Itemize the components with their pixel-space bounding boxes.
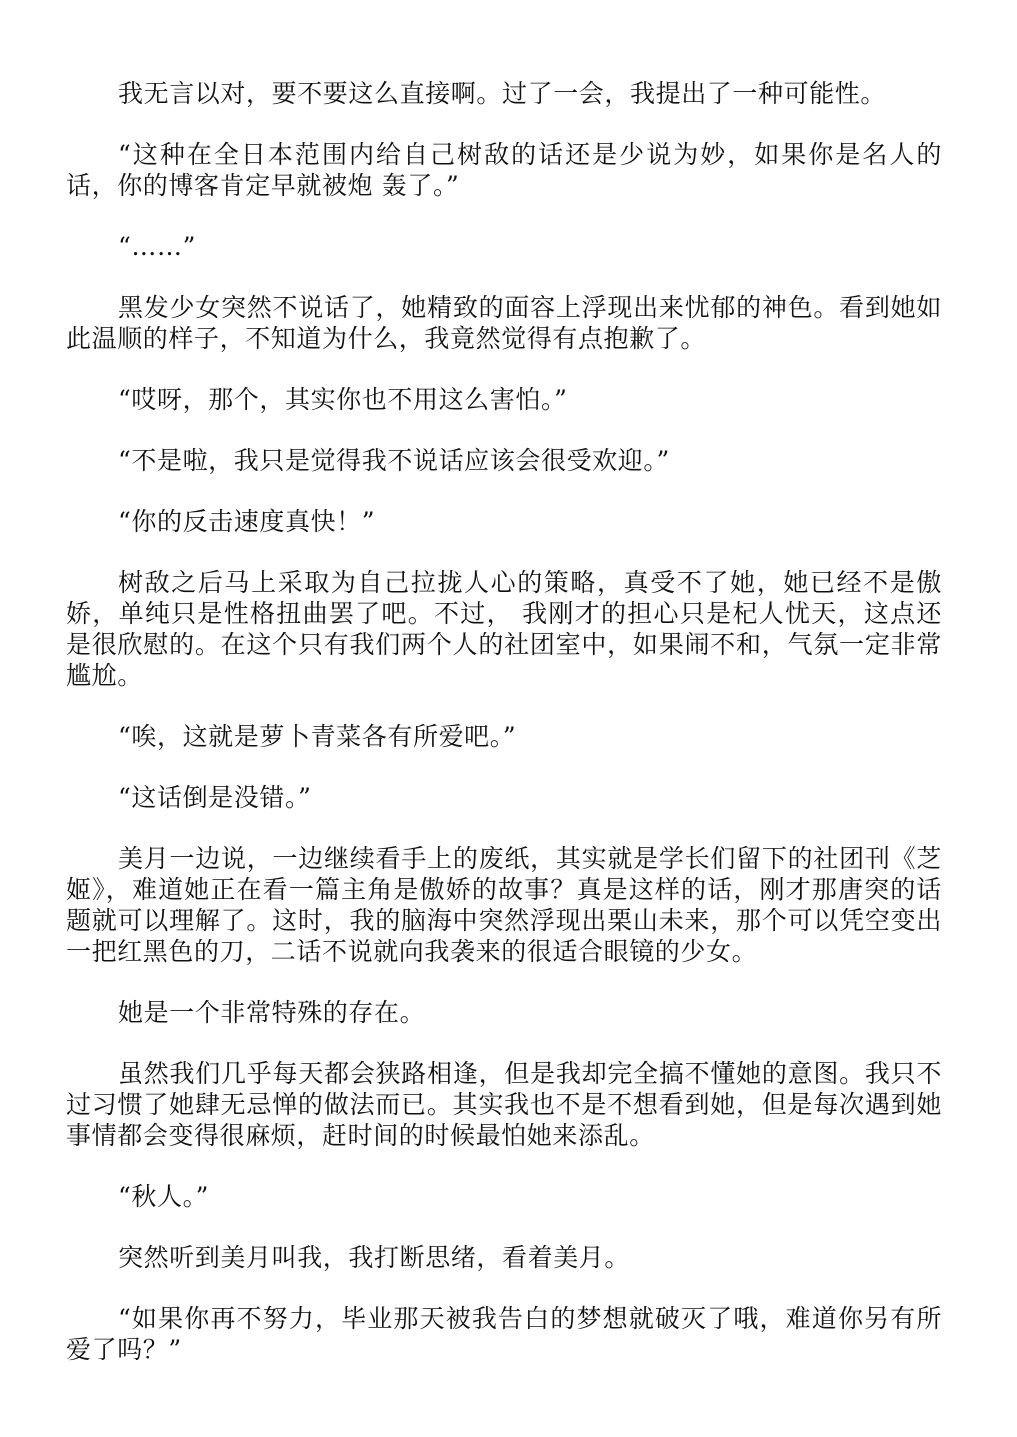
paragraph: “不是啦，我只是觉得我不说话应该会很受欢迎。”	[118, 446, 670, 475]
paragraph: “你的反击速度真快！”	[118, 507, 376, 536]
paragraph: 黑发少女突然不说话了，她精致的面容上浮现出来忧郁的神色。看到她如此温顺的样子，不知道为什么，我竟然觉得有点抱歉了。	[66, 293, 942, 353]
paragraph: 树敌之后马上采取为自己拉拢人心的策略，真受不了她，她已经不是傲娇，单纯只是性格扭曲罢了吧。不过， 我刚才的担心只是杞人忧天，这点还是很欣慰的。在这个只有我们两个人的社团室中，如果闹不和，气氛一定非常尴尬。	[66, 568, 942, 690]
paragraph: “这种在全日本范围内给自己树敌的话还是少说为妙，如果你是名人的话，你的博客肯定早就被炮 轰了。”	[66, 140, 942, 200]
paragraph: “哎呀，那个，其实你也不用这么害怕。”	[118, 385, 568, 414]
paragraph: 虽然我们几乎每天都会狭路相逢，但是我却完全搞不懂她的意图。我只不过习惯了她肆无忌惮的做法而已。其实我也不是不想看到她，但是每次遇到她事情都会变得很麻烦，赶时间的时候最怕她来添乱。	[66, 1059, 942, 1150]
paragraph: “如果你再不努力，毕业那天被我告白的梦想就破灭了哦，难道你另有所爱了吗？”	[66, 1304, 942, 1364]
paragraph: 美月一边说，一边继续看手上的废纸，其实就是学长们留下的社团刊《芝姬》，难道她正在看一篇主角是傲娇的故事？真是这样的话，刚才那唐突的话题就可以理解了。这时，我的脑海中突然浮现出栗山未来，那个可以凭空变出一把红黑色的刀，二话不说就向我袭来的很适合眼镜的少女。	[66, 844, 942, 966]
paragraph: “唉，这就是萝卜青菜各有所爱吧。”	[118, 722, 517, 751]
paragraph: “……”	[118, 232, 196, 261]
paragraph: “秋人。”	[118, 1182, 210, 1211]
paragraph: 突然听到美月叫我，我打断思绪，看着美月。	[118, 1243, 631, 1272]
paragraph: “这话倒是没错。”	[118, 783, 312, 812]
text-body	[66, 78, 942, 1395]
paragraph: 我无言以对，要不要这么直接啊。过了一会，我提出了一种可能性。	[118, 79, 887, 108]
paragraph: 她是一个非常特殊的存在。	[118, 998, 426, 1027]
